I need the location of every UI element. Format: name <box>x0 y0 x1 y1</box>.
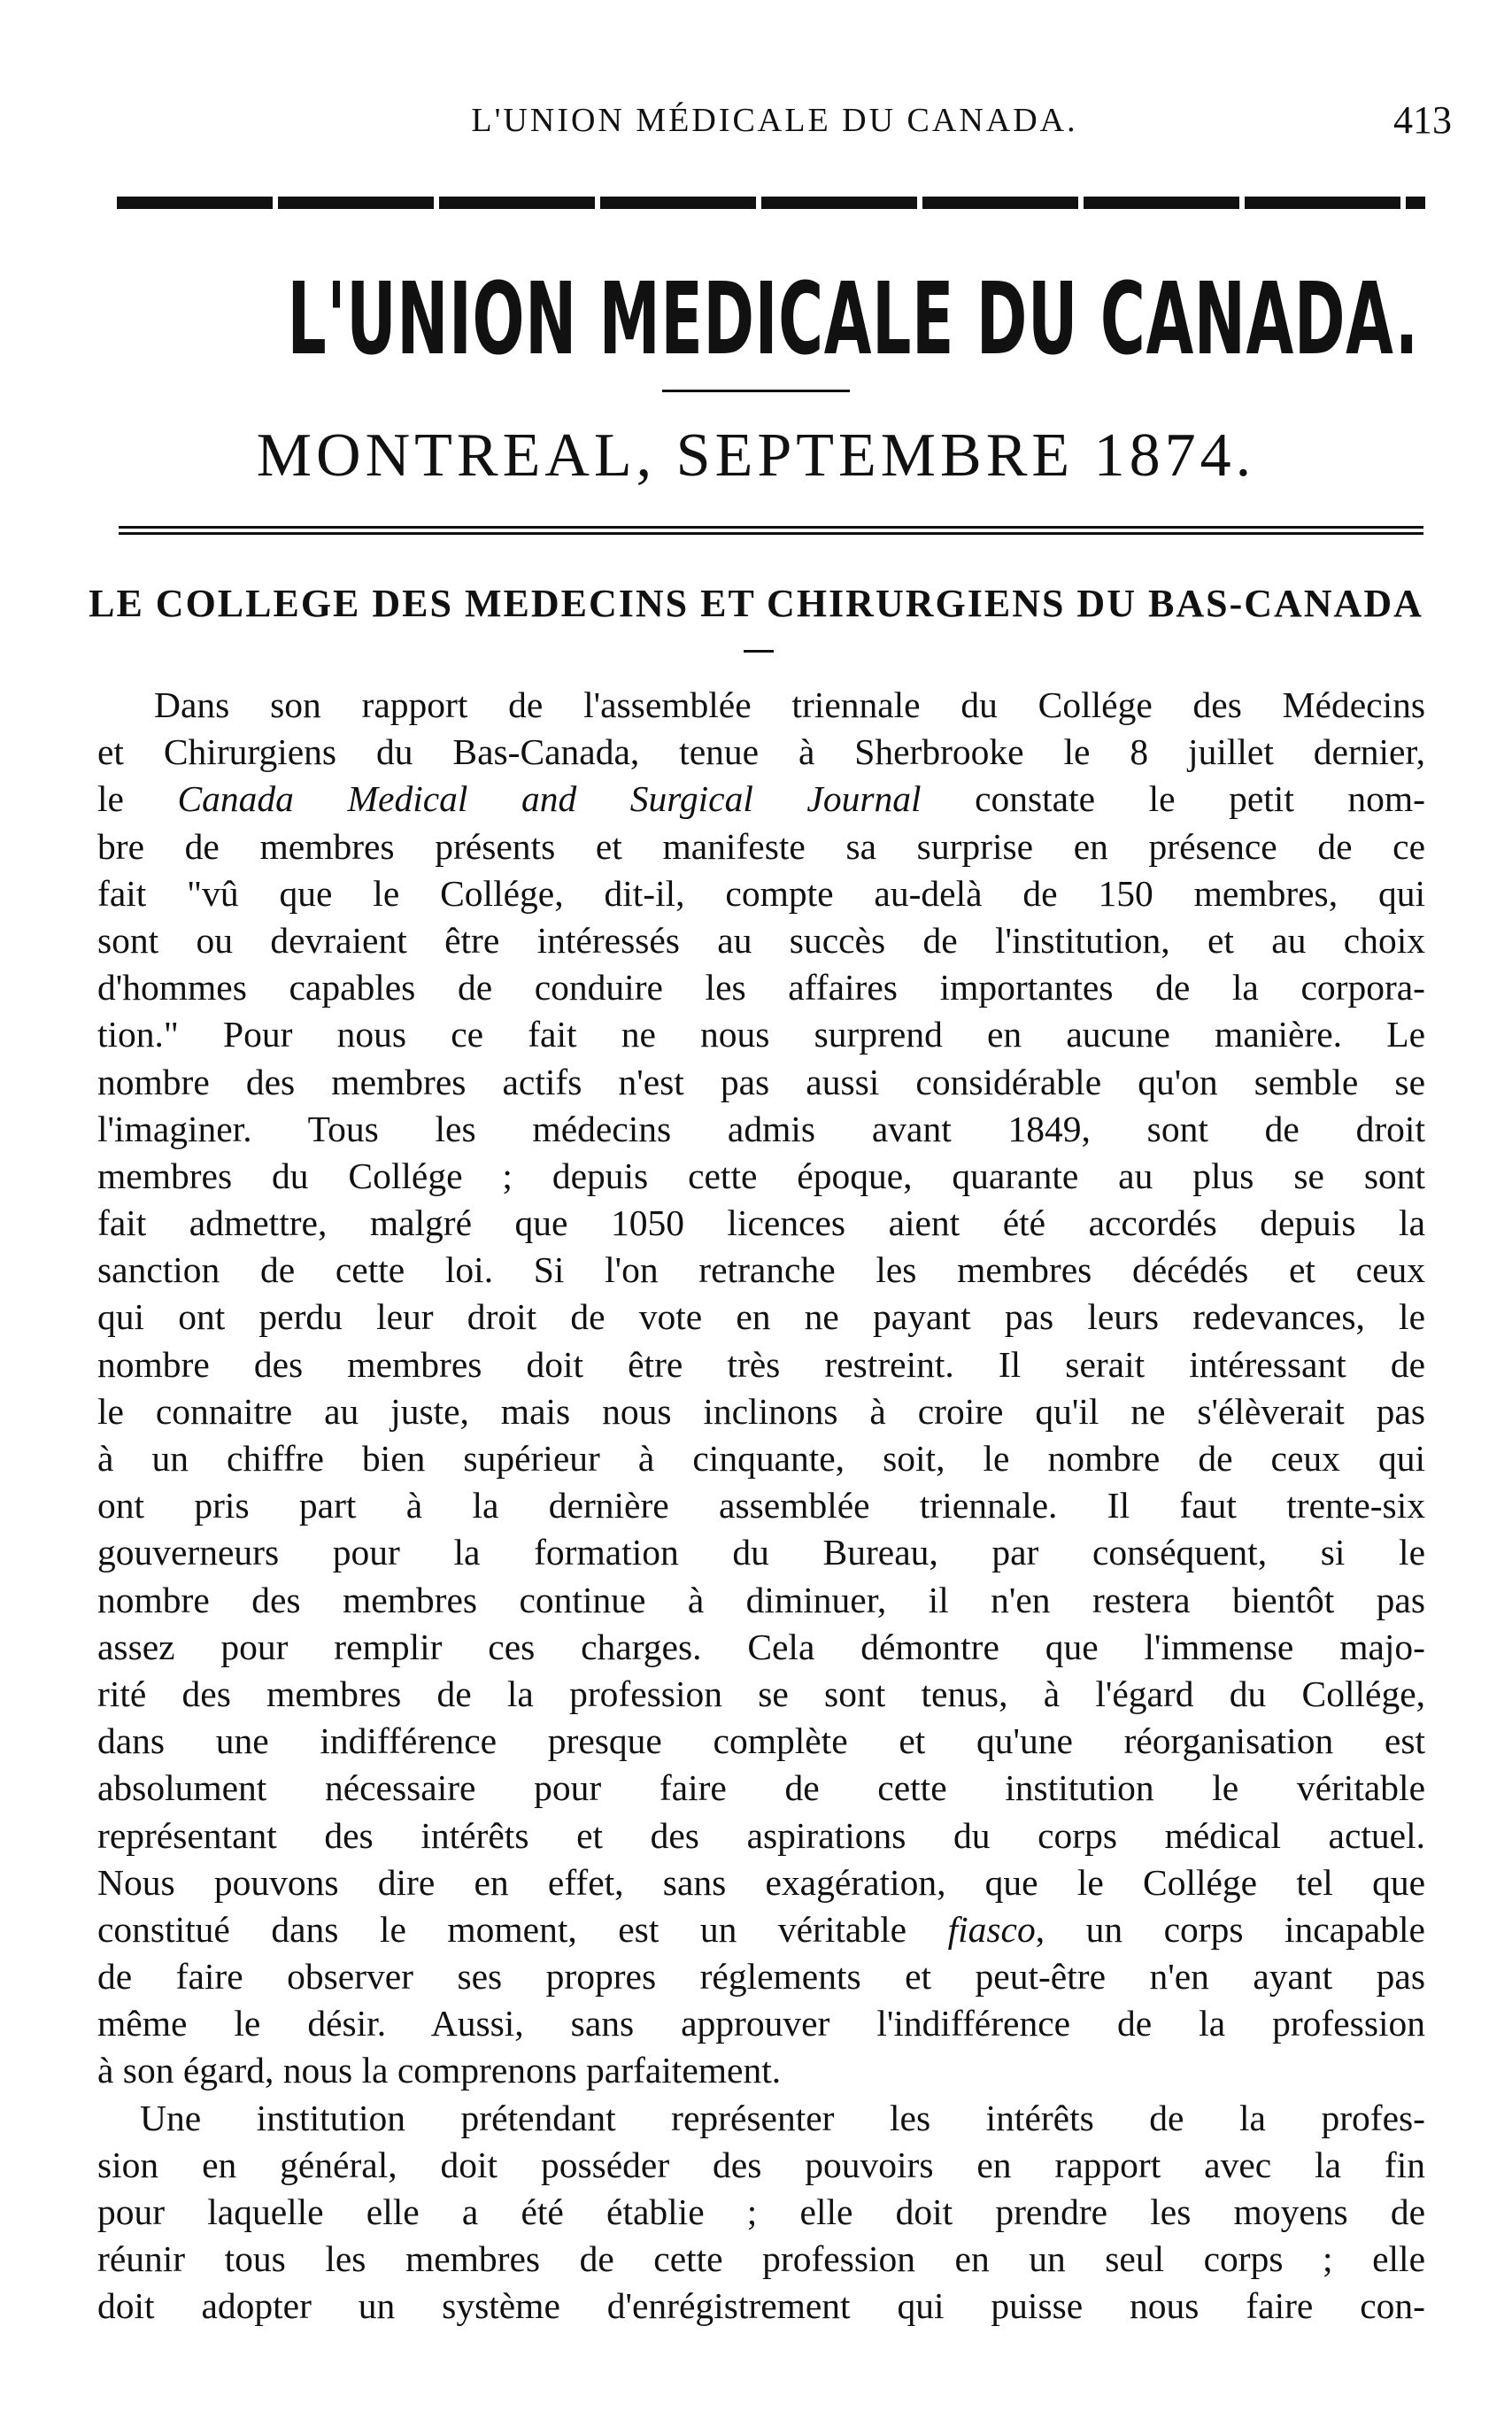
text-line: gouverneurs pour la formation du Bureau, par conséquent, si le <box>97 1532 1425 1573</box>
text-line: nombre des membres continue à diminuer, il n'en restera bientôt pas <box>97 1579 1425 1620</box>
text-line: l'imaginer. Tous les médecins admis avant 1849, sont de droit <box>97 1108 1425 1149</box>
article-title: LE COLLEGE DES MEDECINS ET CHIRURGIENS DU BAS-CANADA <box>89 582 1423 625</box>
text-line: Une institution prétendant représenter les intérêts de la profes- <box>140 2097 1425 2138</box>
text-line: doit adopter un système d'enrégistrement qui puisse nous faire con- <box>97 2285 1425 2327</box>
page-number: 413 <box>1393 98 1452 142</box>
text-line: sion en général, doit posséder des pouvoirs en rapport avec la fin <box>97 2144 1425 2185</box>
text-line: à un chiffre bien supérieur à cinquante, soit, le nombre de ceux qui <box>97 1438 1425 1479</box>
running-header <box>97 96 1452 145</box>
title-divider <box>744 650 774 653</box>
text-line: et Chirurgiens du Bas-Canada, tenue à Sherbrooke le 8 juillet dernier, <box>97 731 1425 773</box>
text-line: nombre des membres actifs n'est pas aussi considérable qu'on semble se <box>97 1061 1425 1102</box>
text-line: d'hommes capables de conduire les affaires importantes de la corpora- <box>97 967 1425 1009</box>
text-line: sont ou devraient être intéressés au succès de l'institution, et au choix <box>97 919 1425 961</box>
text-line: représentant des intérêts et des aspirations du corps médical actuel. <box>97 1814 1425 1856</box>
text-line: nombre des membres doit être très restreint. Il serait intéressant de <box>97 1343 1425 1385</box>
header-rule <box>117 197 1425 209</box>
masthead-divider <box>662 390 850 392</box>
text-line: de faire observer ses propres réglements et peut-être n'en ayant pas <box>97 1956 1425 1998</box>
text-line: sanction de cette loi. Si l'on retranche les membres décédés et ceux <box>97 1249 1425 1291</box>
text-line: tion." Pour nous ce fait ne nous surprend en aucune manière. Le <box>97 1014 1425 1055</box>
text-line: fait "vû que le Collége, dit-il, compte au-delà de 150 membres, qui <box>97 872 1425 914</box>
fiasco-word: fiasco <box>947 1908 1036 1950</box>
text-line: même le désir. Aussi, sans approuver l'indifférence de la profession <box>97 2003 1425 2044</box>
text-line: qui ont perdu leur droit de vote en ne payant pas leurs redevances, le <box>97 1296 1425 1338</box>
text-line: Dans son rapport de l'assemblée triennale du Collége des Médecins <box>154 684 1425 725</box>
text-line: membres du Collége ; depuis cette époque, quarante au plus se sont <box>97 1155 1425 1196</box>
section-double-rule <box>119 526 1423 535</box>
paragraph-end-line: à son égard, nous la comprenons parfaitement. <box>97 2050 782 2091</box>
text-line: pour laquelle elle a été établie ; elle doit prendre les moyens de <box>97 2191 1425 2232</box>
text-line: ont pris part à la dernière assemblée triennale. Il faut trente-six <box>97 1485 1425 1526</box>
running-title: L'UNION MÉDICALE DU CANADA. <box>471 102 1078 139</box>
article-body <box>97 682 1425 2330</box>
dateline: MONTREAL, SEPTEMBRE 1874. <box>256 421 1256 490</box>
text-line: le connaitre au juste, mais nous inclinons à croire qu'il ne s'élèverait pas <box>97 1390 1425 1432</box>
journal-title: Canada Medical and Surgical Journal <box>177 778 922 820</box>
text-line: assez pour remplir ces charges. Cela démontre que l'immense majo- <box>97 1626 1425 1667</box>
text-line-with-fiasco: constitué dans le moment, est un véritable fiasco, un corps incapable <box>97 1908 1425 1950</box>
text-line: rité des membres de la profession se sont tenus, à l'égard du Collége, <box>97 1673 1425 1714</box>
text-line-with-journal-title: le Canada Medical and Surgical Journal constate le petit nom- <box>97 778 1425 820</box>
text-line: absolument nécessaire pour faire de cette institution le véritable <box>97 1767 1425 1809</box>
text-line: dans une indifférence presque complète et qu'une réorganisation est <box>97 1720 1425 1762</box>
text-line: réunir tous les membres de cette profession en un seul corps ; elle <box>97 2238 1425 2280</box>
text-line: bre de membres présents et manifeste sa surprise en présence de ce <box>97 825 1425 867</box>
masthead-title: L'UNION MEDICALE DU CANADA. <box>287 262 1419 377</box>
text-line: fait admettre, malgré que 1050 licences aient été accordés depuis la <box>97 1202 1425 1244</box>
text-line: Nous pouvons dire en effet, sans exagération, que le Collége tel que <box>97 1861 1425 1903</box>
